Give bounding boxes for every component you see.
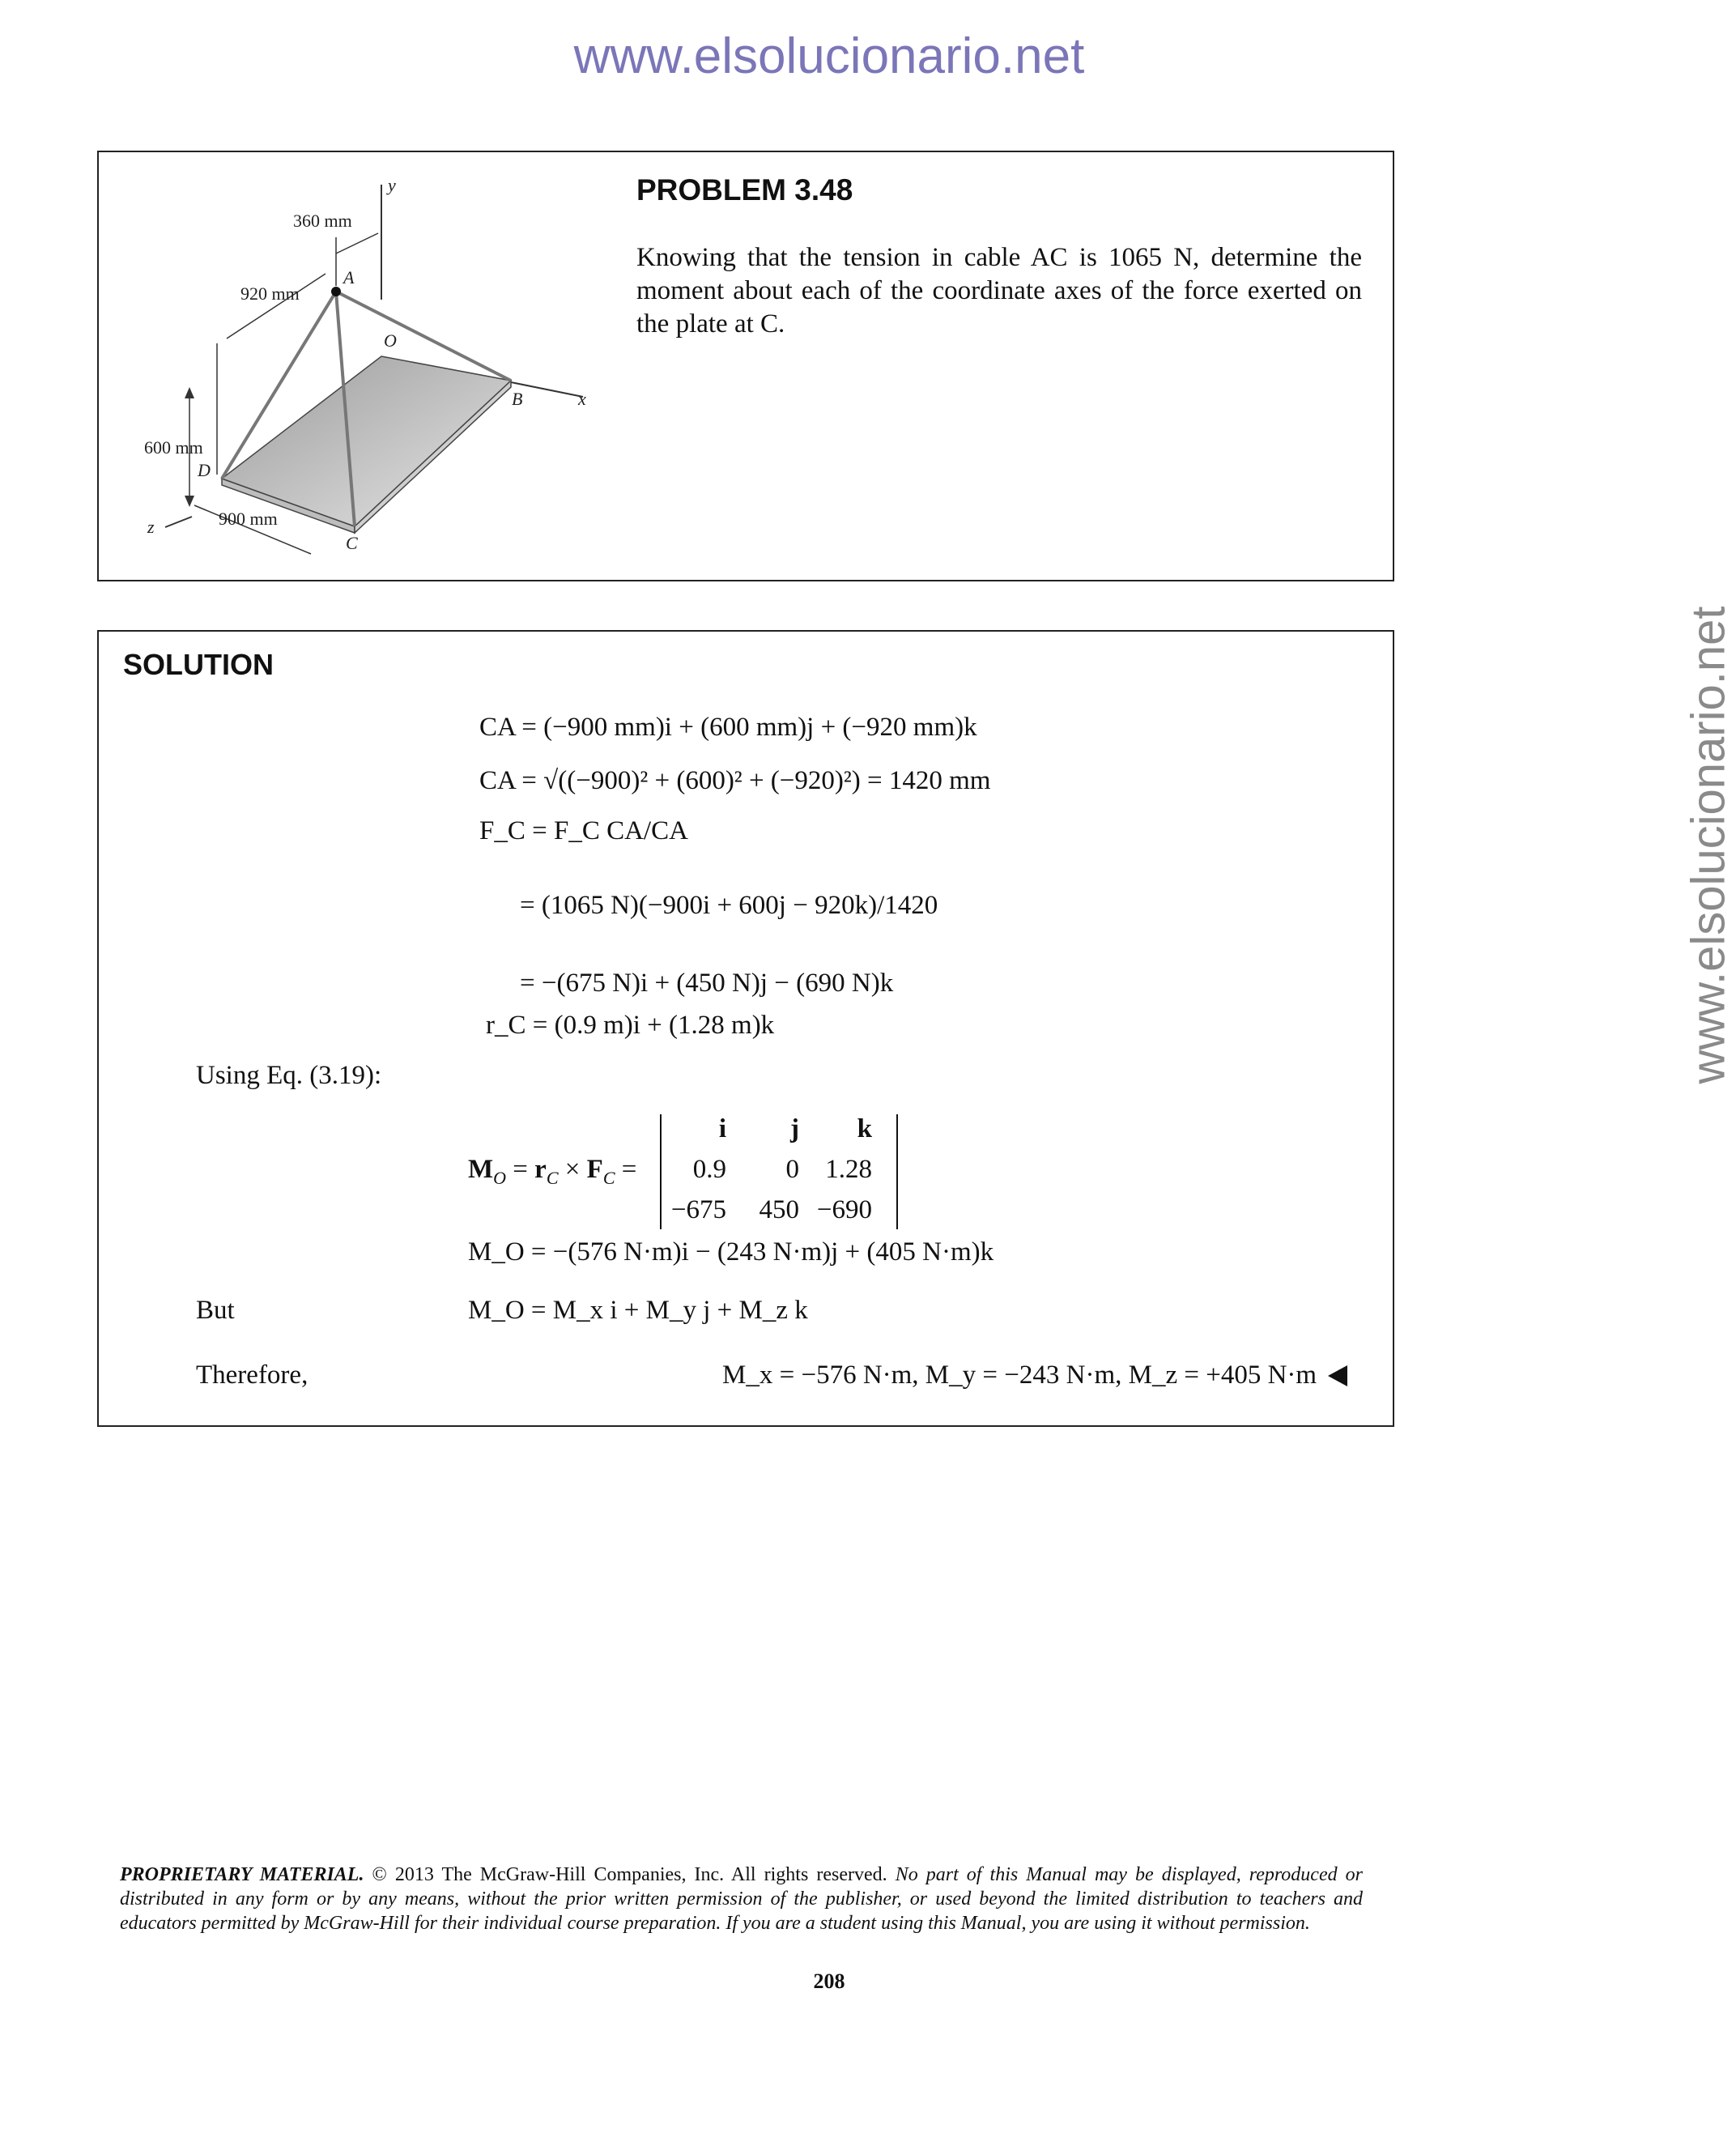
label-O: O — [384, 330, 397, 351]
footer-copyright: © 2013 The McGraw-Hill Companies, Inc. All rights reserved. — [372, 1864, 887, 1885]
eq-fc-def: F_C = F_C CA/CA — [479, 816, 688, 845]
problem-box — [97, 151, 1394, 581]
using-eq-label: Using Eq. (3.19): — [196, 1061, 382, 1090]
eq-fc-sub: = (1065 N)(−900i + 600j − 920k)/1420 — [520, 891, 938, 920]
solution-title: SOLUTION — [123, 648, 274, 681]
problem-text: Knowing that the tension in cable AC is 1065 N, determine the moment about each of the coordinate axes of the force exerted on the plate at C. — [636, 243, 1362, 339]
label-B: B — [512, 389, 523, 409]
matrix-cell: 0 — [785, 1155, 799, 1184]
matrix-cell: −675 — [670, 1195, 726, 1224]
eq-ca-vector: CA = (−900 mm)i + (600 mm)j + (−920 mm)k — [479, 713, 977, 742]
dim-900: 900 mm — [219, 509, 278, 529]
eq-rc: r_C = (0.9 m)i + (1.28 m)k — [486, 1011, 775, 1040]
final-answer-text: M_x = −576 N·m, M_y = −243 N·m, M_z = +405 N·m — [722, 1360, 1317, 1390]
eq-ca-magnitude: CA = √((−900)² + (600)² + (−920)²) = 1420 mm — [479, 766, 991, 795]
therefore-label: Therefore, — [196, 1360, 308, 1390]
label-D: D — [198, 460, 211, 480]
matrix-cell: 450 — [759, 1195, 799, 1224]
problem-figure — [99, 152, 617, 573]
page-number: 208 — [813, 1969, 845, 1993]
eq-mo-cross: $M_O = r_C \times F_C$ = — [468, 1155, 637, 1188]
matrix-cell: j — [790, 1114, 799, 1143]
watermark-side: www.elsolucionario.net — [1682, 606, 1735, 1084]
footer-notice-text: No part of this Manual may be displayed, reproduced or distributed in any form or by any means, without the prior written permission of the publisher, or used beyond the limited distribution to teachers and educators permitted by McGraw-Hill for their individual course preparation. If you are a student using this Manual, you are using it without permission. — [120, 1864, 1363, 1934]
z-axis — [165, 517, 192, 527]
final-answer — [722, 1360, 1347, 1390]
matrix-cell: 1.28 — [825, 1155, 872, 1184]
label-z: z — [147, 517, 155, 537]
matrix-cell: 0.9 — [692, 1155, 726, 1184]
determinant-matrix — [660, 1114, 898, 1229]
dim-920: 920 mm — [240, 283, 300, 304]
matrix-cell: i — [718, 1114, 726, 1143]
label-A: A — [343, 267, 355, 287]
solution-box — [97, 630, 1394, 1427]
answer-marker-icon — [1328, 1365, 1347, 1386]
dim-600: 600 mm — [144, 437, 203, 458]
eq-mo-components: M_O = M_x i + M_y j + M_z k — [468, 1296, 808, 1325]
label-C: C — [346, 533, 358, 553]
matrix-cell: k — [857, 1114, 872, 1143]
label-y: y — [388, 175, 396, 195]
point-A — [331, 287, 341, 296]
but-label: But — [196, 1296, 235, 1325]
dim-360: 360 mm — [293, 211, 352, 231]
label-x: x — [578, 389, 586, 409]
watermark-top: www.elsolucionario.net — [573, 28, 1085, 84]
matrix-cell: −690 — [816, 1195, 872, 1224]
problem-title: PROBLEM 3.48 — [636, 173, 853, 207]
eq-fc-result: = −(675 N)i + (450 N)j − (690 N)k — [520, 969, 894, 998]
footer-notice — [120, 1863, 1363, 1935]
eq-mo-result: M_O = −(576 N·m)i − (243 N·m)j + (405 N·m)k — [468, 1237, 994, 1267]
footer-lead: PROPRIETARY MATERIAL. — [120, 1864, 364, 1885]
